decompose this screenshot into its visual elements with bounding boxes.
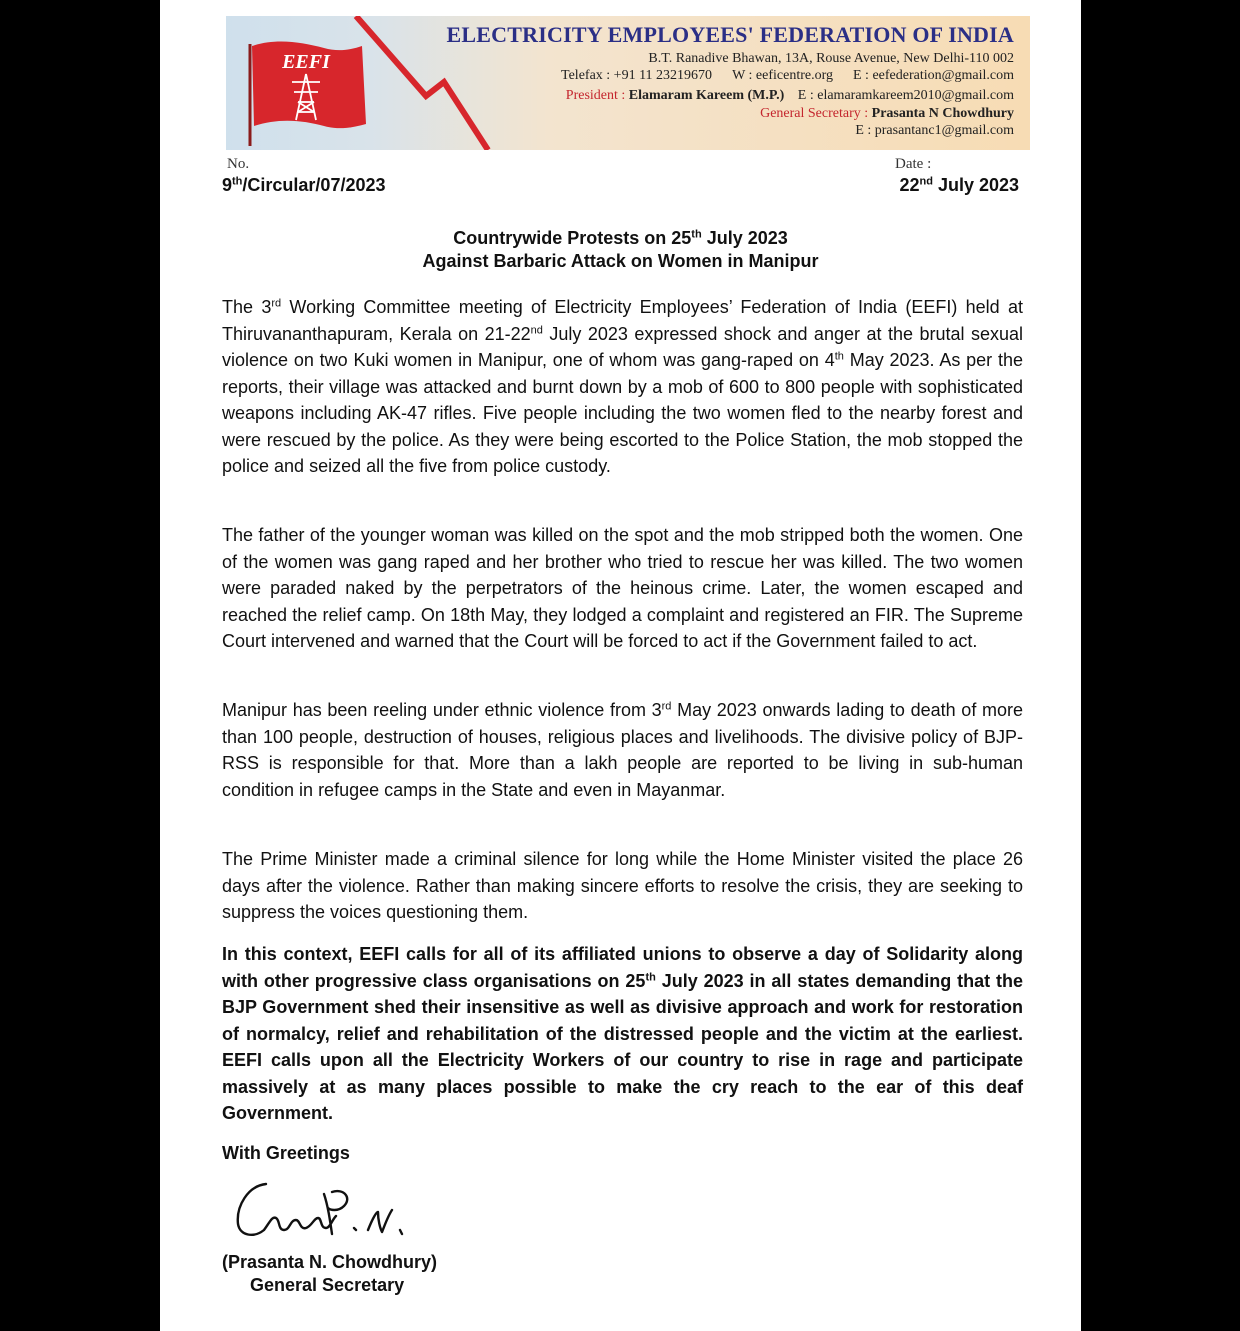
closing-greeting: With Greetings xyxy=(222,1143,350,1163)
org-address: B.T. Ranadive Bhawan, 13A, Rouse Avenue, New Delhi-110 002 xyxy=(648,51,1014,66)
paragraph-3: Manipur has been reeling under ethnic violence from 3rd May 2023 onwards lading to death of more than 100 people, destruction of houses, religious places and livelihoods. The divisive policy of BJP-RSS is responsible for that. More than a lakh people are reported to be living in sub-human condition in refugee camps in the State and even in Mayanmar. xyxy=(222,700,1023,800)
general-secretary-line xyxy=(760,106,1014,122)
signer-name: (Prasanta N. Chowdhury) xyxy=(222,1252,438,1272)
paragraph-4: The Prime Minister made a criminal silence for long while the Home Minister visited the place 26 days after the violence. Rather than making sincere efforts to resolve the crisis, they are seeking to suppress the voices questioning them. xyxy=(222,849,1023,922)
gs-label: General Secretary : xyxy=(760,106,869,121)
paragraph-5-call-to-action: In this context, EEFI calls for all of its affiliated unions to observe a day of Solidarity along with other progressive class organisations on 25th July 2023 in all states demanding that the BJP Government shed their insensitive as well as divisive approach and work for restoration of normalcy, relief and rehabilitation of the distressed people and the victim at the earliest. EEFI calls upon all the Electricity Workers of our country to rise in rage and participate massively at as many places possible to make the cry reach to the ear of this deaf Government. xyxy=(222,944,1024,1123)
president-label: President : xyxy=(565,88,626,103)
gs-email[interactable]: E : prasantanc1@gmail.com xyxy=(855,123,1014,138)
document-page xyxy=(160,0,1081,1331)
paragraph-2: The father of the younger woman was killed on the spot and the mob stripped both the women. One of the women was gang raped and her brother who tried to rescue her was killed. The two women were paraded naked by the perpetrators of the heinous crime. Later, the women escaped and reached the relief camp. On 18th May, they lodged a complaint and registered an FIR. The Supreme Court intervened and warned that the Court will be forced to act if the Government failed to act. xyxy=(222,525,1023,651)
subject-line-1: Countrywide Protests on 25th July 2023 xyxy=(453,228,788,248)
website-link[interactable]: W : eeficentre.org xyxy=(732,68,833,83)
subject-line-2: Against Barbaric Attack on Women in Manipur xyxy=(422,251,819,271)
logo-text: EEFI xyxy=(282,51,330,73)
date-caption: Date : xyxy=(895,156,932,172)
signer-title: General Secretary xyxy=(250,1275,405,1295)
telefax: Telefax : +91 11 23219670 xyxy=(561,68,713,83)
president-line xyxy=(566,88,1014,104)
president-email[interactable]: E : elamaramkareem2010@gmail.com xyxy=(797,88,1014,103)
president-name: Elamaram Kareem (M.P.) xyxy=(628,88,785,103)
letterhead xyxy=(226,16,1030,150)
org-contact xyxy=(561,68,1014,84)
circular-number: 9th/Circular/07/2023 xyxy=(222,175,386,195)
handwritten-signature xyxy=(228,1172,448,1252)
org-email-link[interactable]: E : eefederation@gmail.com xyxy=(853,68,1014,83)
org-name: ELECTRICITY EMPLOYEES' FEDERATION OF INDIA xyxy=(446,22,1014,47)
ref-caption: No. xyxy=(227,156,250,172)
paragraph-1: The 3rd Working Committee meeting of Electricity Employees’ Federation of India (EEFI) held at Thiruvananthapuram, Kerala on 21-22nd July 2023 expressed shock and anger at the brutal sexual violence on two Kuki women in Manipur, one of whom was gang-raped on 4th May 2023. As per the reports, their village was attacked and burnt down by a mob of 600 to 800 people with sophisticated weapons including AK-47 rifles. Five people including the two women fled to the nearby forest and were rescued by the police. As they were being escorted to the Police Station, the mob stopped the police and seized all the five from police custody. xyxy=(222,297,1023,476)
gs-name: Prasanta N Chowdhury xyxy=(871,106,1014,121)
circular-date: 22nd July 2023 xyxy=(899,175,1019,195)
